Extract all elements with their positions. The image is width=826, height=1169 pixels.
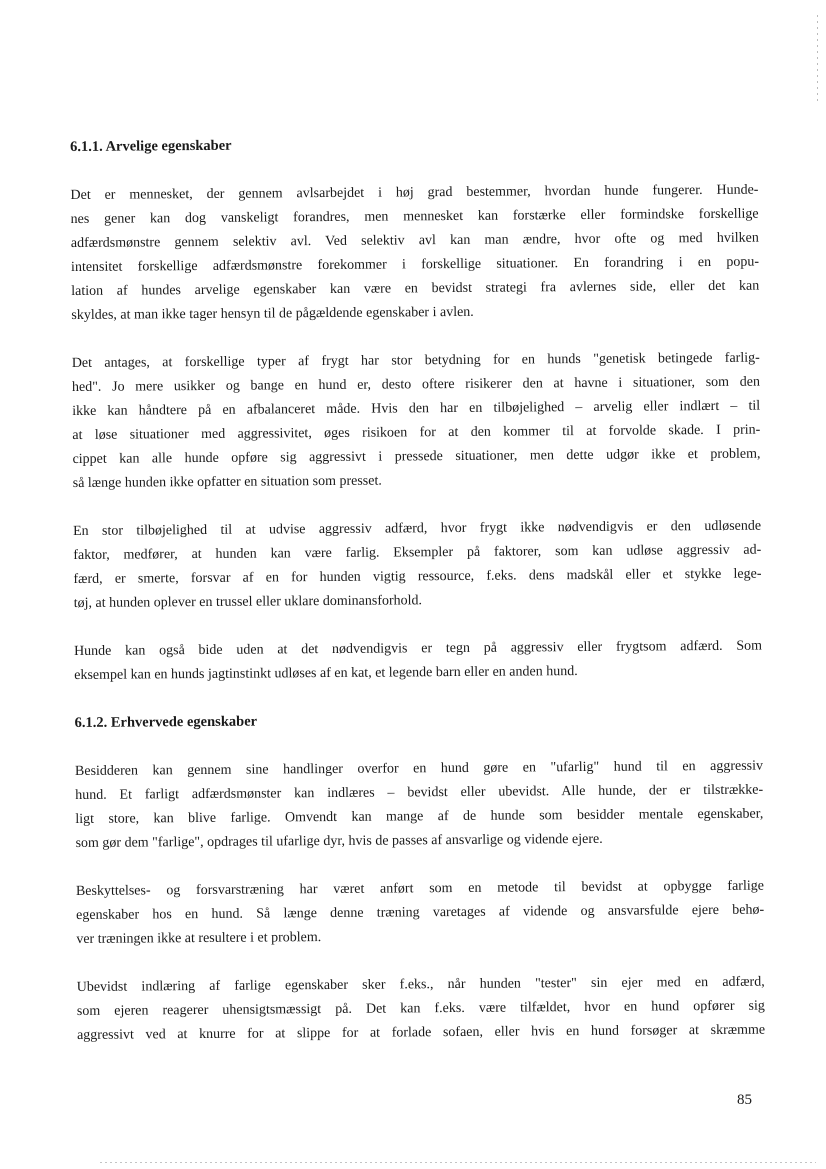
section-heading-arvelige: 6.1.1. Arvelige egenskaber	[70, 137, 232, 155]
text-line: ver træningen ikke at resultere i et problem.	[76, 930, 322, 947]
text-line: som gør dem "farlige", opdrages til ufarlige dyr, hvis de passes af ansvarlige og vidende ejere.	[75, 831, 603, 851]
text-line: Ubevidst indlæring af farlige egenskaber sker f.eks., når hunden "tester" sin ejer med en adfærd,	[76, 974, 765, 995]
text-line: ikke kan håndtere på en afbalanceret måde. Hvis den har en tilbøjelighed – arvelig eller indlært – til	[72, 398, 761, 419]
text-line: Besidderen kan gennem sine handlinger overfor en hund gøre en "ufarlig" hund til en aggressiv	[74, 758, 764, 779]
text-line: hed". Jo mere usikker og bange en hund er, desto oftere risikerer den at havne i situationer, som den	[71, 374, 761, 395]
text-line: adfærdsmønstre gennem selektiv avl. Ved selektiv avl kan man ændre, hvor ofte og med hvilken	[70, 230, 759, 251]
text-line: En stor tilbøjelighed til at udvise aggressiv adfærd, hvor frygt ikke nødvendigvis er den udløsende	[73, 518, 762, 539]
text-line: skyldes, at man ikke tager hensyn til de pågældende egenskaber i avlen.	[71, 304, 474, 323]
text-line: nes gener kan dog vanskeligt forandres, men mennesket kan forstærke eller formindske forskellige	[70, 206, 759, 227]
page-content	[70, 131, 765, 1072]
text-line: tøj, at hunden oplever en trussel eller uklare dominansforhold.	[73, 593, 423, 611]
text-line: lation af hundes arvelige egenskaber kan være en bevidst strategi fra avlernes side, eller det kan	[71, 278, 760, 299]
section-heading-erhvervede: 6.1.2. Erhvervede egenskaber	[74, 713, 258, 731]
text-line: så længe hunden ikke opfatter en situation som presset.	[72, 473, 382, 491]
text-line: som ejeren reagerer uhensigtsmæssigt på. Det kan f.eks. være tilfældet, hvor en hund opfører sig	[76, 998, 765, 1019]
text-line: hund. Et farligt adfærdsmønster kan indlæres – bevidst eller ubevidst. Alle hunde, der er tilstrække-	[75, 782, 764, 803]
text-line: aggressivt ved at knurre for at slippe for at forlade sofaen, eller hvis en hund forsøger at skræmme	[77, 1022, 766, 1043]
text-line: ligt store, kan blive farlige. Omvendt kan mange af de hunde som besidder mentale egenskaber,	[75, 806, 764, 827]
text-line: færd, er smerte, forsvar af en for hunden vigtig ressource, f.eks. dens madskål eller et stykke lege-	[73, 566, 762, 587]
paragraph	[74, 635, 762, 688]
text-line: Det antages, at forskellige typer af frygt har stor betydning for en hunds "genetisk betingede farlig-	[71, 350, 760, 371]
page-number: 85	[737, 1092, 752, 1108]
paragraph	[75, 755, 764, 856]
text-line: at løse situationer med aggressivitet, øges risikoen for at den kommer til at forvolde skade. I prin-	[72, 422, 761, 443]
text-line: faktor, medfører, at hunden kan være farlig. Eksempler på faktorer, som kan udløse aggressiv ad-	[73, 542, 762, 563]
paragraph	[76, 875, 765, 952]
paragraph	[77, 971, 766, 1048]
text-line: Hunde kan også bide uden at det nødvendigvis er tegn på aggressiv eller frygtsom adfærd. Som	[73, 638, 763, 659]
text-line: intensitet forskellige adfærdsmønstre forekommer i forskellige situationer. En forandring i en popu-	[70, 254, 760, 275]
text-line: Beskyttelses- og forsvarstræning har været anført som en metode til bevidst at opbygge farlige	[75, 878, 764, 899]
text-line: eksempel kan en hunds jagtinstinkt udløses af en kat, et legende barn eller en anden hund.	[74, 664, 578, 683]
text-line: cippet kan alle hunde opføre sig aggressivt i pressede situationer, men dette udgør ikke et problem,	[72, 446, 761, 467]
text-line: Det er mennesket, der gennem avlsarbejdet i høj grad bestemmer, hvordan hunde fungerer. Hunde-	[70, 182, 759, 203]
paragraph	[73, 515, 762, 616]
text-line: egenskaber hos en hund. Så længe denne træning varetages af vidende og ansvarsfulde ejere behø-	[76, 902, 765, 923]
scan-edge-artifact	[100, 1162, 816, 1163]
paragraph	[70, 179, 759, 328]
paragraph	[72, 347, 761, 496]
